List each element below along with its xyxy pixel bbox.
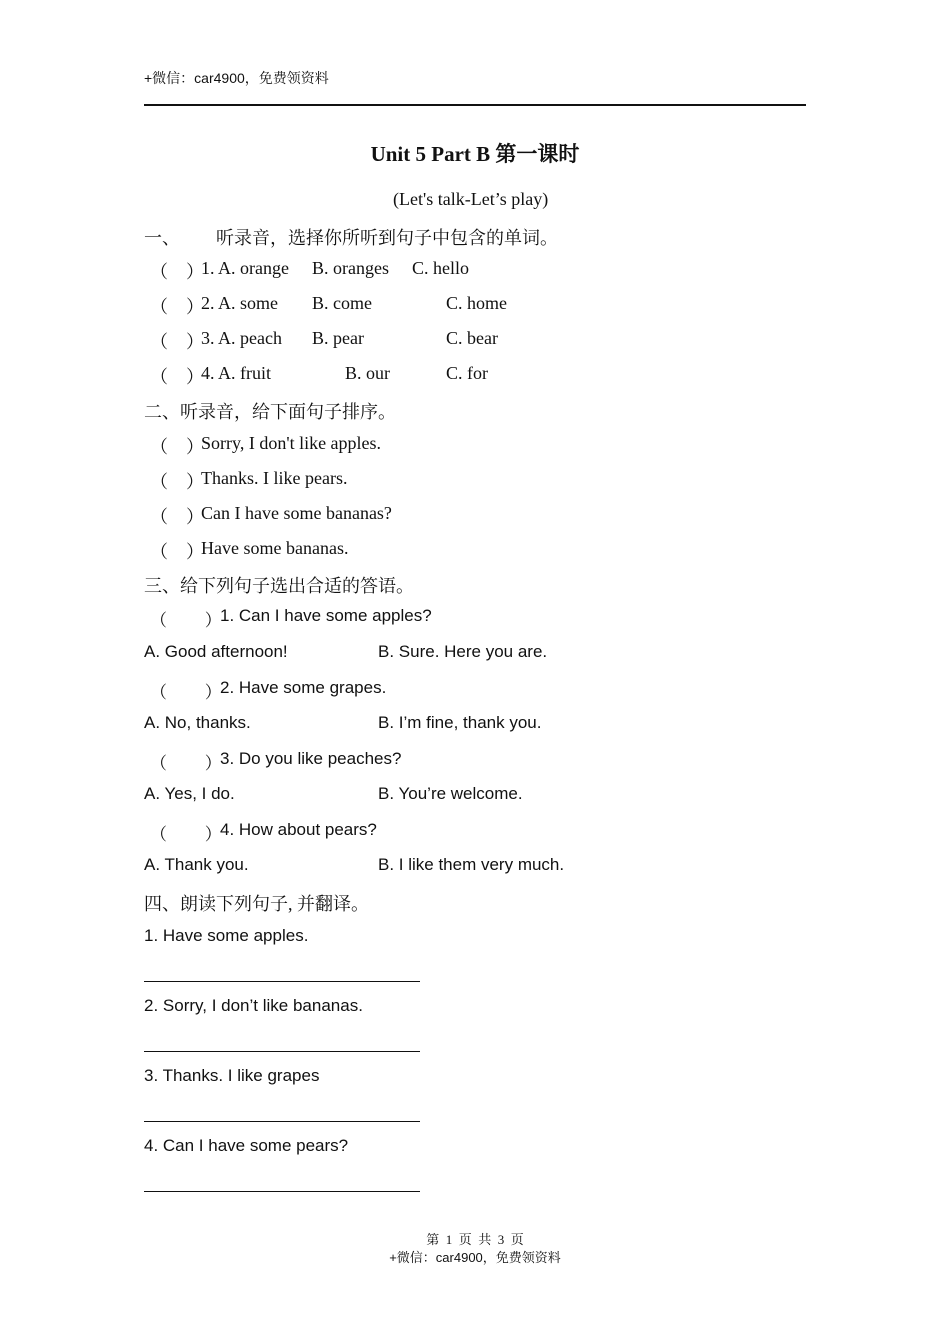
answer-parens: （ ）	[150, 332, 204, 352]
choice-a: A. Yes, I do.	[144, 784, 235, 803]
question-text: 1. Can I have some apples?	[220, 606, 432, 625]
section3-heading: 三、给下列句子选出合适的答语。	[144, 576, 414, 596]
choice-a: A. Thank you.	[144, 855, 249, 874]
choice-b: B. Sure. Here you are.	[378, 642, 548, 661]
item-option-a: 4. A. fruit	[201, 363, 271, 383]
footer-wechat-note: +微信：car4900，免费领资料	[389, 1250, 561, 1265]
answer-blank-line	[144, 1191, 420, 1192]
answer-parens: （ ）	[150, 472, 204, 492]
item-option-c: C. bear	[446, 328, 498, 348]
question-text: 3. Do you like peaches?	[220, 749, 402, 768]
sentence-text: Have some bananas.	[201, 538, 349, 558]
page-title: Unit 5 Part B 第一课时	[370, 142, 580, 166]
answer-parens: （ ）	[150, 297, 204, 317]
answer-parens: （ ）	[150, 611, 222, 630]
choice-b: B. I like them very much.	[378, 855, 565, 874]
answer-parens: （ ）	[150, 542, 204, 562]
choice-a: A. Good afternoon!	[144, 642, 288, 661]
choice-b: B. You’re welcome.	[378, 784, 523, 803]
answer-parens: （ ）	[150, 437, 204, 457]
translate-sentence: 4. Can I have some pears?	[144, 1136, 349, 1155]
item-option-c: C. home	[446, 293, 507, 313]
answer-parens: （ ）	[150, 262, 204, 282]
item-option-a: 1. A. orange	[201, 258, 289, 278]
translate-sentence: 3. Thanks. I like grapes	[144, 1066, 320, 1085]
item-option-c: C. for	[446, 363, 488, 383]
answer-blank-line	[144, 1051, 420, 1052]
item-option-b: B. our	[345, 363, 390, 383]
translate-sentence: 2. Sorry, I don’t like bananas.	[144, 996, 363, 1015]
item-option-b: B. come	[312, 293, 372, 313]
page-number: 第 1 页 共 3 页	[426, 1232, 524, 1247]
section4-heading: 四、朗读下列句子, 并翻译。	[144, 894, 369, 914]
item-option-b: B. pear	[312, 328, 364, 348]
answer-parens: （ ）	[150, 507, 204, 527]
choice-a: A. No, thanks.	[144, 713, 251, 732]
item-option-a: 2. A. some	[201, 293, 279, 313]
answer-blank-line	[144, 1121, 420, 1122]
section2-heading: 二、听录音，给下面句子排序。	[144, 402, 396, 422]
section1-heading: 一、 听录音，选择你所听到句子中包含的单词。	[144, 228, 558, 248]
answer-blank-line	[144, 981, 420, 982]
answer-parens: （ ）	[150, 367, 204, 387]
sentence-text: Sorry, I don't like apples.	[201, 433, 382, 453]
translate-sentence: 1. Have some apples.	[144, 926, 309, 945]
choice-b: B. I’m fine, thank you.	[378, 713, 542, 732]
header-wechat-note: +微信：car4900，免费领资料	[144, 70, 329, 86]
sentence-text: Thanks. I like pears.	[201, 468, 348, 488]
item-option-b: B. oranges	[312, 258, 389, 278]
answer-parens: （ ）	[150, 683, 222, 702]
header-rule	[144, 104, 806, 106]
item-option-a: 3. A. peach	[201, 328, 282, 348]
sentence-text: Can I have some bananas?	[201, 503, 392, 523]
answer-parens: （ ）	[150, 754, 222, 773]
question-text: 2. Have some grapes.	[220, 678, 387, 697]
page-subtitle: (Let's talk-Let’s play)	[393, 189, 549, 209]
item-option-c: C. hello	[412, 258, 469, 278]
question-text: 4. How about pears?	[220, 820, 377, 839]
answer-parens: （ ）	[150, 825, 222, 844]
